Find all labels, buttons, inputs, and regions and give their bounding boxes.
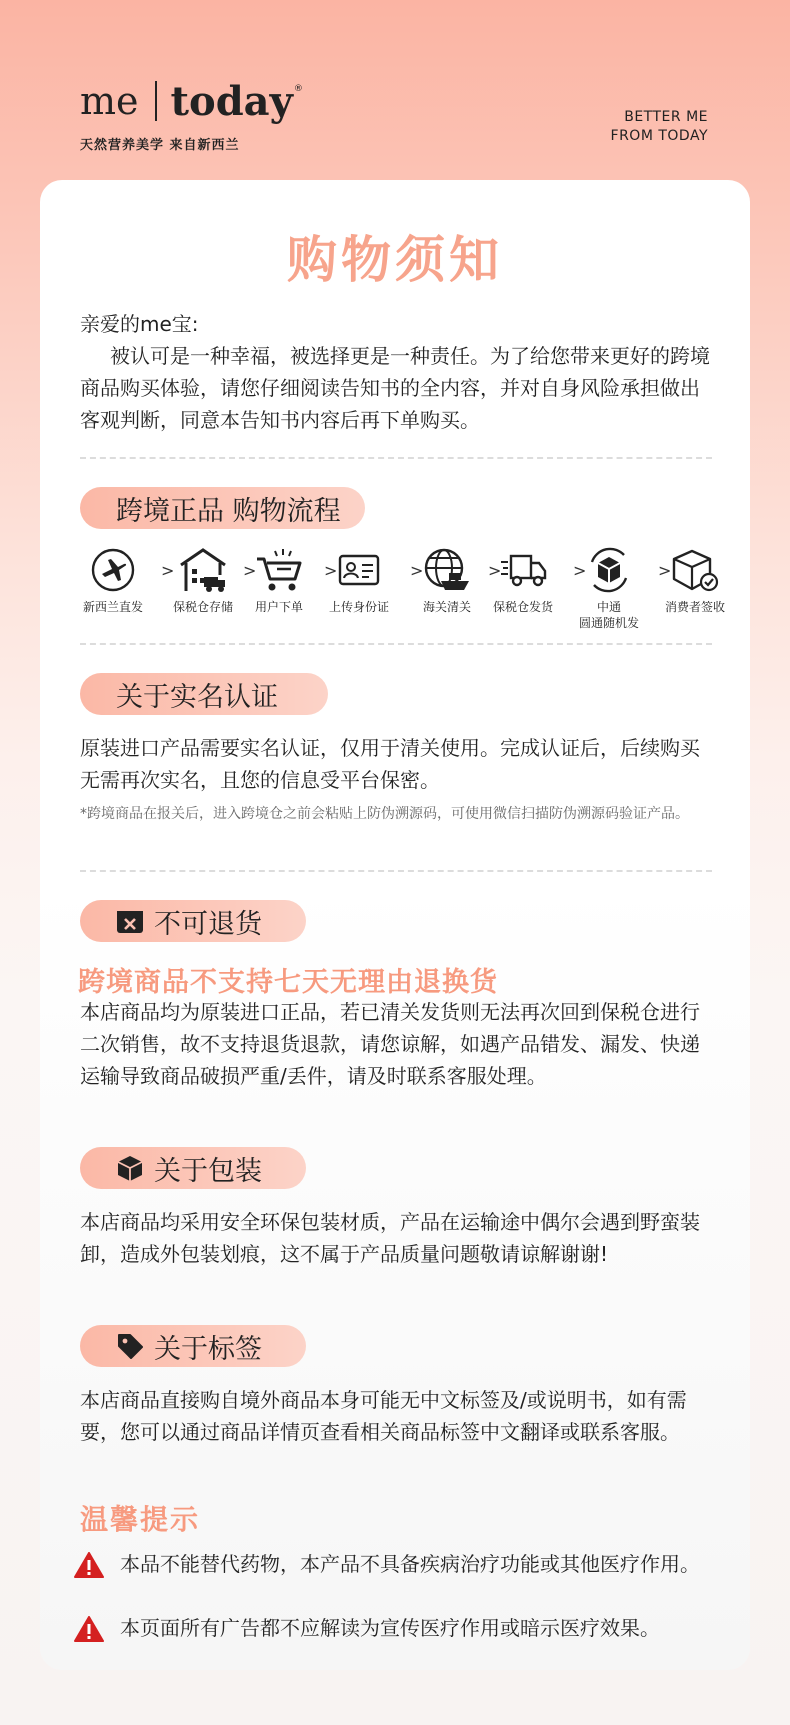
realname-heading-pill	[80, 673, 328, 715]
plane-icon	[88, 545, 138, 595]
metoday-logo	[80, 72, 303, 130]
flow-step-label: 保税仓发货	[492, 600, 553, 614]
warning-item	[74, 1612, 714, 1646]
flow-step	[316, 545, 402, 615]
tips-heading: 温馨提示	[80, 1503, 201, 1536]
page-title: 购物须知	[287, 231, 503, 289]
flow-arrow: >	[410, 561, 424, 580]
flow-step	[652, 545, 738, 615]
logo-registered-mark: ®	[293, 84, 303, 94]
brand-slogan	[611, 108, 708, 146]
flow-step	[160, 545, 246, 615]
cart-icon	[254, 545, 304, 595]
notice-card	[40, 180, 750, 1670]
flow-arrow: >	[243, 561, 257, 580]
flow-step	[480, 545, 566, 615]
noreturn-body: 本店商品均为原装进口正品，若已清关发货则无法再次回到保税仓进行二次销售，故不支持退货退款，请您谅解，如遇产品错发、漏发、快递运输导致商品破损严重/丢件，请及时联系客服处理。	[80, 1000, 700, 1088]
logo-today: today	[170, 77, 293, 125]
flow-step	[566, 545, 652, 631]
warning-text: 本品不能替代药物，本产品不具备疾病治疗功能或其他医疗作用。	[120, 1552, 700, 1576]
flow-arrow: >	[573, 561, 587, 580]
divider	[80, 643, 712, 645]
realname-heading: 关于实名认证	[116, 681, 278, 713]
divider	[80, 457, 712, 459]
warehouse-icon	[178, 545, 228, 595]
logo-me: me	[80, 79, 139, 123]
packaging-heading-pill	[80, 1147, 306, 1189]
packaging-heading: 关于包装	[154, 1155, 262, 1187]
noreturn-heading: 不可退货	[154, 908, 262, 940]
slogan-line1: BETTER ME	[624, 109, 708, 125]
brand-header	[80, 72, 303, 153]
flow-step-label: 新西兰直发	[82, 600, 143, 614]
flow-arrow: >	[488, 561, 502, 580]
id-card-icon	[334, 545, 384, 595]
flow-arrow: >	[658, 561, 672, 580]
shopping-flow	[70, 545, 730, 635]
customs-ship-icon	[422, 545, 472, 595]
noreturn-heading-pill	[80, 900, 306, 942]
intro-body: 被认可是一种幸福，被选择更是一种责任。为了给您带来更好的跨境商品购买体验，请您仔细阅读告知书的全内容，并对自身风险承担做出客观判断，同意本告知书内容后再下单购买。	[80, 344, 710, 432]
flow-arrow: >	[324, 561, 338, 580]
tag-icon	[116, 1332, 144, 1360]
intro-greeting: 亲爱的me宝:	[80, 312, 199, 336]
realname-body: 原装进口产品需要实名认证，仅用于清关使用。完成认证后，后续购买无需再次实名，且您的信息受平台保密。	[80, 736, 700, 792]
label-heading-pill	[80, 1325, 306, 1367]
flow-step-label: 上传身份证	[328, 600, 389, 614]
flow-heading: 跨境正品 购物流程	[116, 495, 341, 527]
warning-icon	[74, 1612, 110, 1646]
flow-step-label: 保税仓存储	[172, 600, 233, 614]
parcel-icon	[584, 545, 634, 595]
label-heading: 关于标签	[154, 1333, 262, 1365]
flow-step-label: 海关清关	[422, 600, 471, 614]
package-icon	[116, 1154, 144, 1182]
brand-subtitle: 天然营养美学 来自新西兰	[80, 138, 240, 153]
flow-arrow: >	[161, 561, 175, 580]
flow-step-label: 消费者签收	[664, 600, 725, 614]
warning-item	[74, 1548, 714, 1582]
realname-note: *跨境商品在报关后，进入跨境仓之前会粘贴上防伪溯源码，可使用微信扫描防伪溯源码验证产品。	[80, 806, 689, 822]
flow-step	[404, 545, 490, 615]
box-check-icon	[670, 545, 720, 595]
truck-icon	[498, 545, 548, 595]
logo-divider	[155, 81, 157, 121]
noreturn-headline: 跨境商品不支持七天无理由退换货	[78, 967, 498, 998]
flow-heading-pill	[80, 487, 365, 529]
no-return-icon	[116, 907, 144, 935]
slogan-line2: FROM TODAY	[610, 128, 708, 144]
warning-text: 本页面所有广告都不应解读为宣传医疗作用或暗示医疗效果。	[120, 1616, 660, 1640]
flow-step	[70, 545, 156, 615]
label-body: 本店商品直接购自境外商品本身可能无中文标签及/或说明书，如有需要，您可以通过商品详情页查看相关商品标签中文翻译或联系客服。	[80, 1388, 687, 1444]
flow-step	[236, 545, 322, 615]
packaging-body: 本店商品均采用安全环保包装材质，产品在运输途中偶尔会遇到野蛮装卸，造成外包装划痕，这不属于产品质量问题敬请谅解谢谢!	[80, 1210, 700, 1266]
flow-step-label: 用户下单	[254, 600, 303, 614]
warning-icon	[74, 1548, 110, 1582]
flow-step-label: 中通 圆通随机发	[578, 600, 639, 630]
divider	[80, 870, 712, 872]
